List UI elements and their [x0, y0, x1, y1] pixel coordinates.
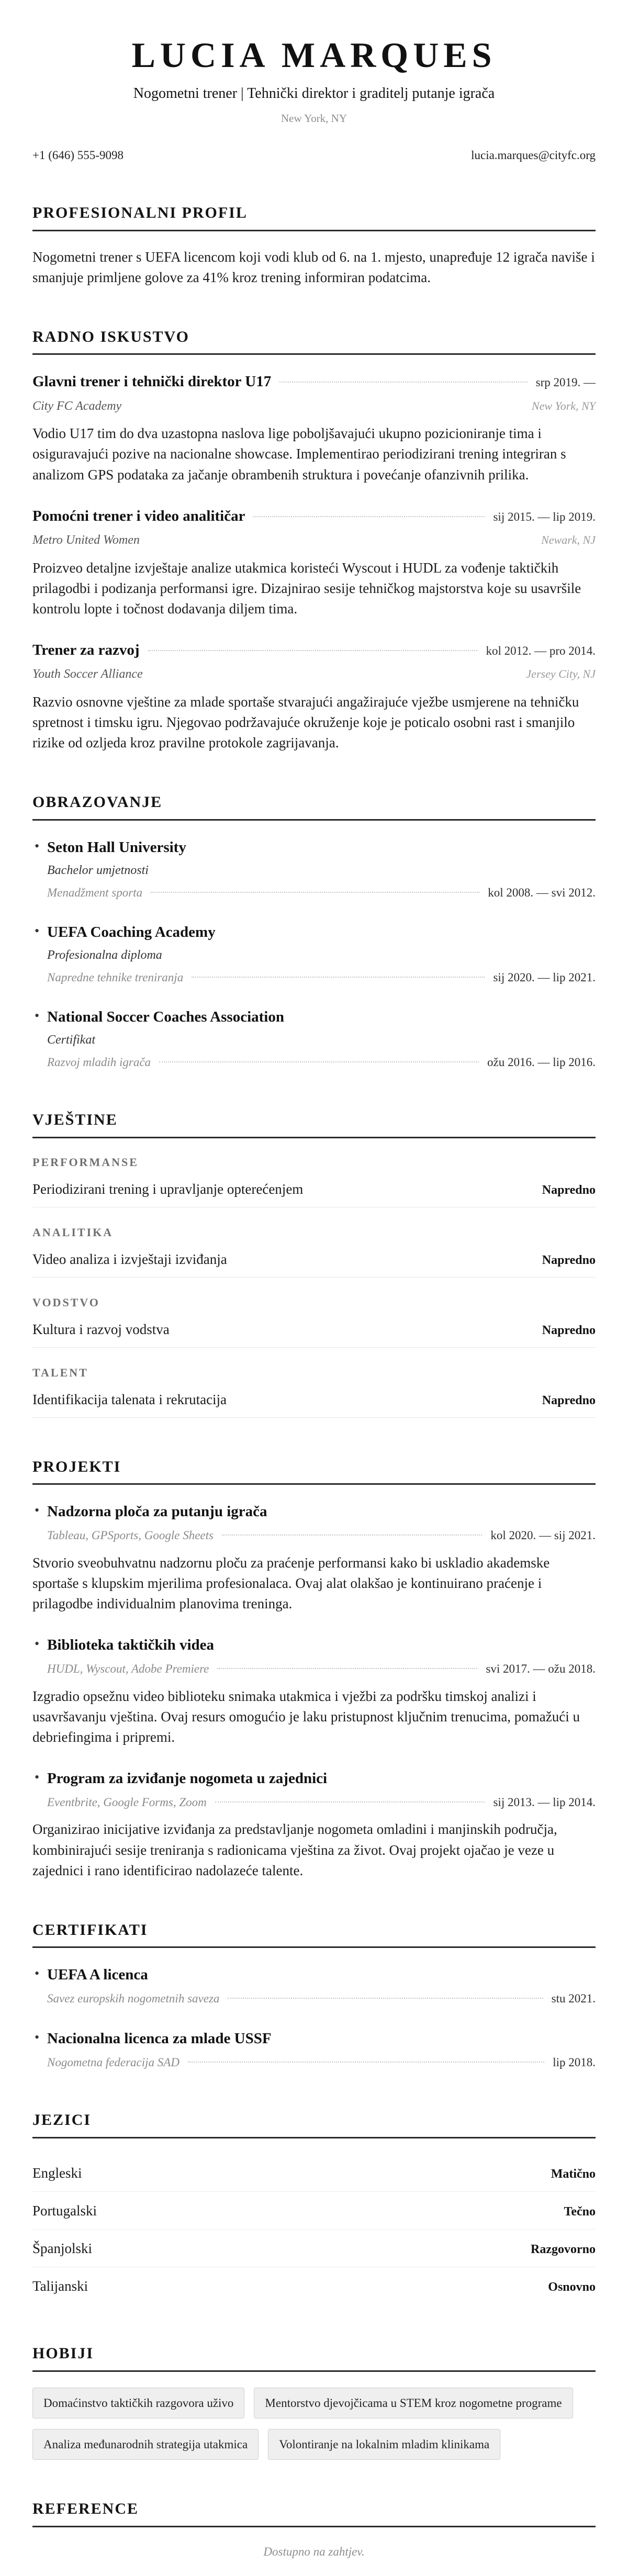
job-location: Newark, NJ: [541, 533, 596, 546]
school-name: • UEFA Coaching Academy: [47, 923, 216, 940]
skills-section-title: VJEŠTINE: [32, 1108, 596, 1138]
certificate-dates: stu 2021.: [551, 1992, 596, 2006]
certificate-entry: [32, 2028, 596, 2071]
section-projects: [32, 1455, 596, 1881]
job-entry: [32, 639, 596, 753]
project-meta-row: [47, 1794, 596, 1811]
job-description: Vodio U17 tim do dva uzastopna naslova lige poboljšavajući ukupno pozicioniranje tima i osiguravajući pozive na nacionalne showcase. Implementirao periodizirani trening integriran s analizom GPS podataka za jačanje obrambenih struktura i povećanje ofanzivnih prilika.: [32, 425, 566, 483]
certificate-meta-row: [47, 2054, 596, 2071]
job-title: Glavni trener i tehnički direktor U17: [32, 373, 272, 390]
certificate-meta-row: [47, 1990, 596, 2007]
project-description: Stvorio sveobuhvatnu nadzornu ploču za praćenje performansi kako bi uskladio akademske sportaše s klupskim mjerilima profesionalaca. Ovaj alat olakšao je kontinuirano praćenje i prilagodbe individualnim planovima treninga.: [32, 1554, 550, 1612]
job-title: Trener za razvoj: [32, 641, 140, 658]
language-row: [32, 2192, 596, 2230]
skill-group: [32, 1224, 596, 1278]
hobbies-section-title: HOBIJI: [32, 2342, 596, 2372]
school-name: • Seton Hall University: [47, 838, 186, 856]
skill-category: ANALITIKA: [32, 1225, 114, 1239]
hobby-chip-list: [32, 2388, 596, 2460]
skill-group: [32, 1364, 596, 1418]
dotted-leader: [148, 650, 478, 651]
education-section-title: OBRAZOVANJE: [32, 791, 596, 821]
project-dates: kol 2020. — sij 2021.: [490, 1529, 596, 1542]
dotted-leader: [253, 516, 485, 517]
language-level: Tečno: [564, 2204, 596, 2219]
project-entry: [32, 1767, 596, 1881]
language-level: Matično: [551, 2167, 596, 2181]
education-entry: [32, 921, 596, 986]
language-name: Talijanski: [32, 2278, 88, 2294]
profile-text: Nogometni trener s UEFA licencom koji vodi klub od 6. na 1. mjesto, unapređuje 12 igrača naviše i smanjuje primljene golove za 41% kroz trening informiran podatcima.: [32, 249, 595, 285]
certificate-entry: [32, 1964, 596, 2007]
language-row: [32, 2230, 596, 2267]
skill-name: Periodizirani trening i upravljanje opterećenjem: [32, 1181, 304, 1197]
project-tools: HUDL, Wyscout, Adobe Premiere: [47, 1662, 209, 1676]
candidate-location: New York, NY: [281, 112, 347, 125]
project-tools: Tableau, GPSports, Google Sheets: [47, 1529, 214, 1542]
job-meta-row: [32, 665, 596, 684]
project-name: • Biblioteka taktičkih videa: [47, 1637, 215, 1654]
dotted-leader: [151, 892, 479, 893]
skill-category: TALENT: [32, 1365, 88, 1379]
language-level: Razgovorno: [531, 2242, 596, 2256]
dotted-leader: [188, 2062, 544, 2063]
job-location: New York, NY: [531, 399, 596, 412]
project-entry: [32, 1500, 596, 1614]
job-dates: srp 2019. —: [535, 376, 596, 389]
project-header: [32, 1634, 596, 1677]
degree-name: Certifikat: [47, 1033, 95, 1047]
candidate-tagline: Nogometni trener | Tehnički direktor i graditelj putanje igrača: [133, 85, 495, 102]
hobby-chip: Analiza međunarodnih strategija utakmica: [32, 2429, 259, 2460]
education-meta-row: [47, 969, 596, 986]
section-profile: [32, 201, 596, 288]
project-dates: svi 2017. — ožu 2018.: [486, 1662, 596, 1676]
dotted-leader: [192, 977, 485, 978]
education-meta-row: [47, 1054, 596, 1071]
skill-category: VODSTVO: [32, 1295, 100, 1309]
section-education: [32, 791, 596, 1071]
project-meta-row: [47, 1527, 596, 1544]
project-entry: [32, 1634, 596, 1748]
section-hobbies: [32, 2342, 596, 2460]
projects-section-title: PROJEKTI: [32, 1455, 596, 1485]
section-experience: [32, 326, 596, 753]
field-of-study: Menadžment sporta: [47, 886, 143, 899]
section-skills: [32, 1108, 596, 1418]
certificate-issuer: Nogometna federacija SAD: [47, 2055, 180, 2069]
skill-level: Napredno: [542, 1393, 596, 1407]
project-name: • Nadzorna ploča za putanju igrača: [47, 1503, 267, 1520]
hobby-chip: Mentorstvo djevojčicama u STEM kroz nogometne programe: [254, 2388, 573, 2418]
skill-name: Kultura i razvoj vodstva: [32, 1321, 170, 1337]
project-name: • Program za izviđanje nogometa u zajednici: [47, 1770, 328, 1787]
skill-group: [32, 1294, 596, 1348]
experience-section-title: RADNO ISKUSTVO: [32, 326, 596, 355]
references-section-title: REFERENCE: [32, 2497, 596, 2527]
languages-section-title: JEZICI: [32, 2109, 596, 2138]
education-entry: [32, 1006, 596, 1071]
education-dates: kol 2008. — svi 2012.: [488, 886, 596, 899]
section-languages: [32, 2109, 596, 2304]
skill-name: Video analiza i izvještaji izviđanja: [32, 1251, 227, 1267]
language-name: Portugalski: [32, 2202, 97, 2219]
job-title-row: [32, 371, 596, 393]
education-meta-row: [47, 884, 596, 901]
field-of-study: Napredne tehnike treniranja: [47, 970, 184, 984]
dotted-leader: [228, 1998, 543, 1999]
candidate-name: LUCIA MARQUES: [131, 35, 497, 75]
section-certificates: [32, 1919, 596, 2071]
field-of-study: Razvoj mladih igrača: [47, 1055, 151, 1069]
certificate-name: • UEFA A licenca: [47, 1966, 148, 1984]
certificate-issuer: Savez europskih nogometnih saveza: [47, 1992, 220, 2006]
job-description: Razvio osnovne vještine za mlade sportaše stvarajući angažirajuće vježbe usmjerene na tehničku spretnost i timsku igru. Njegovao podržavajuće okruženje koje je poticalo osobni rast i smanjilo rizike od ozljeda kroz pravilne protokole zagrijavanja.: [32, 693, 579, 751]
profile-section-title: PROFESIONALNI PROFIL: [32, 201, 596, 231]
dotted-leader: [159, 1061, 479, 1062]
skill-level: Napredno: [542, 1253, 596, 1267]
dotted-leader: [217, 1668, 477, 1669]
degree-name: Profesionalna diploma: [47, 948, 162, 962]
project-description: Izgradio opsežnu video biblioteku snimaka utakmica i vježbi za podršku timskoj analizi i usavršavanju vještina. Ovaj resurs omogućio je laku pristupnost ključnim trenucima, pomažući u debriefingima i pripremi.: [32, 1688, 580, 1745]
job-title: Pomoćni trener i video analitičar: [32, 507, 245, 524]
job-location: Jersey City, NJ: [526, 667, 596, 681]
job-title-row: [32, 639, 596, 661]
email-text: lucia.marques@cityfc.org: [471, 148, 596, 162]
skill-group: [32, 1154, 596, 1207]
job-meta-row: [32, 397, 596, 416]
skill-row: [32, 1241, 596, 1278]
dotted-leader: [279, 382, 527, 383]
project-tools: Eventbrite, Google Forms, Zoom: [47, 1796, 207, 1809]
project-dates: sij 2013. — lip 2014.: [493, 1796, 596, 1809]
certificate-dates: lip 2018.: [553, 2055, 596, 2069]
job-meta-row: [32, 531, 596, 550]
language-level: Osnovno: [548, 2280, 596, 2294]
job-company: City FC Academy: [32, 399, 122, 413]
education-dates: ožu 2016. — lip 2016.: [487, 1055, 596, 1069]
project-header: [32, 1767, 596, 1811]
project-description: Organizirao inicijative izviđanja za predstavljanje nogometa omladini i manjinskih područja, kombinirajući sesije treniranja s radionicama vještina za život. Ovaj projekt ojačao je veze u zajednici i rano identificirao nadolazeće talente.: [32, 1821, 557, 1878]
language-name: Engleski: [32, 2165, 82, 2181]
references-note: Dostupno na zahtjev.: [263, 2545, 365, 2558]
job-entry: [32, 505, 596, 619]
skill-row: [32, 1171, 596, 1207]
job-dates: sij 2015. — lip 2019.: [493, 510, 596, 523]
skill-level: Napredno: [542, 1183, 596, 1197]
job-description: Proizveo detaljne izvještaje analize utakmica koristeći Wyscout i HUDL za vođenje taktičkih prilagodbi i podizanja performansi igre. Dizajnirao sesije tehničkog majstorstva koje su usavršile kontrolu lopte i točnost dodavanja diljem tima.: [32, 559, 581, 617]
project-header: [32, 1500, 596, 1544]
education-entry: [32, 836, 596, 901]
hobby-chip: Domaćinstvo taktičkih razgovora uživo: [32, 2388, 244, 2418]
language-row: [32, 2154, 596, 2192]
contact-row: [32, 147, 596, 164]
phone-text: +1 (646) 555-9098: [32, 148, 124, 162]
dotted-leader: [215, 1801, 485, 1802]
section-references: [32, 2497, 596, 2560]
job-entry: [32, 371, 596, 485]
degree-name: Bachelor umjetnosti: [47, 863, 149, 877]
language-row: [32, 2267, 596, 2304]
job-dates: kol 2012. — pro 2014.: [486, 644, 596, 657]
job-title-row: [32, 505, 596, 527]
skill-row: [32, 1381, 596, 1418]
school-name: • National Soccer Coaches Association: [47, 1009, 284, 1026]
certificates-section-title: CERTIFIKATI: [32, 1919, 596, 1948]
skill-category: PERFORMANSE: [32, 1155, 139, 1169]
skill-level: Napredno: [542, 1323, 596, 1337]
language-name: Španjolski: [32, 2240, 93, 2256]
dotted-leader: [222, 1535, 482, 1536]
job-company: Metro United Women: [32, 533, 140, 547]
certificate-name: • Nacionalna licenca za mlade USSF: [47, 2030, 272, 2047]
hobby-chip: Volontiranje na lokalnim mladim klinikama: [268, 2429, 500, 2460]
skill-name: Identifikacija talenata i rekrutacija: [32, 1391, 227, 1407]
header: [32, 36, 596, 164]
education-dates: sij 2020. — lip 2021.: [493, 970, 596, 984]
job-company: Youth Soccer Alliance: [32, 667, 143, 681]
skill-row: [32, 1311, 596, 1348]
project-meta-row: [47, 1660, 596, 1677]
